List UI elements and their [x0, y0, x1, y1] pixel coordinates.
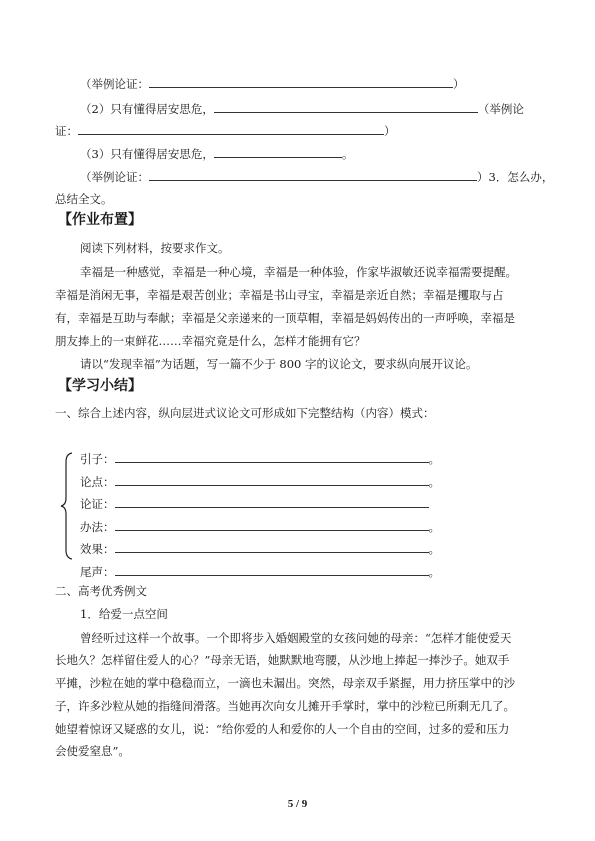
blank-field[interactable]	[214, 101, 478, 113]
structure-row	[80, 496, 429, 512]
structure-end: 。	[428, 475, 440, 489]
structure-label: 办法：	[80, 520, 115, 534]
structure-label: 效果：	[80, 542, 115, 556]
summary-line: 总结全文。	[55, 192, 113, 206]
structure-end: 。	[428, 452, 440, 466]
homework-prompt: 阅读下列材料，按要求作文。	[80, 241, 230, 255]
structure-row	[80, 564, 440, 580]
structure-label: 引子：	[80, 452, 115, 466]
example-title: 1．给爱一点空间	[80, 607, 168, 621]
homework-requirement: 请以“发现幸福”为话题，写一篇不少于 800 字的议论文，要求纵向展开议论。	[80, 357, 478, 371]
structure-label: 论点：	[80, 475, 115, 489]
structure-row	[80, 519, 440, 535]
fill-label: （2）只有懂得居安思危，	[80, 102, 214, 116]
blank-field[interactable]	[115, 564, 429, 576]
summary-item-2: 二、高考优秀例文	[55, 584, 147, 598]
blank-field[interactable]	[115, 519, 429, 531]
fill-label: （举例论证：	[80, 77, 149, 91]
example-line: 曾经听过这样一个故事。一个即将步入婚姻殿堂的女孩问她的母亲：“怎样才能使爱天	[80, 631, 512, 645]
fill-line-3	[55, 123, 396, 139]
fill-line-2	[80, 101, 524, 117]
structure-row	[80, 541, 440, 557]
fill-end: 。	[341, 147, 354, 161]
structure-row	[80, 474, 440, 490]
blank-field[interactable]	[78, 123, 384, 135]
curly-brace-icon	[60, 452, 74, 560]
fill-line-1	[80, 76, 465, 92]
structure-end: 。	[428, 520, 440, 534]
structure-row	[80, 451, 440, 467]
fill-label: 证：	[55, 124, 78, 138]
fill-close: ）	[384, 124, 396, 138]
fill-tail: （举例论	[477, 102, 524, 116]
example-line: 她望着惊讶又疑惑的女儿，说：“给你爱的人和爱你的人一个自由的空间，过多的爱和压力	[55, 722, 510, 736]
structure-end: 。	[428, 542, 440, 556]
example-line: 长地久？怎样留住爱人的心？”母亲无语，她默默地弯腰，从沙地上捧起一捧沙子。她双手	[55, 653, 510, 667]
section-heading-homework: 【作业布置】	[58, 212, 142, 228]
blank-field[interactable]	[115, 474, 429, 486]
fill-label: （3）只有懂得居安思危，	[80, 147, 214, 161]
example-line: 子，许多沙粒从她的指缝间滑落。当她再次向女儿摊开手掌时，掌中的沙粒已所剩无几了。	[55, 699, 515, 713]
blank-field[interactable]	[149, 76, 453, 88]
section-heading-summary: 【学习小结】	[58, 378, 142, 394]
blank-field[interactable]	[149, 169, 477, 181]
blank-field[interactable]	[115, 541, 429, 553]
fill-close: ）	[453, 77, 465, 91]
summary-item-1: 一、综合上述内容，纵向层进式议论文可形成如下完整结构（内容）模式：	[55, 406, 435, 420]
structure-label: 尾声：	[80, 565, 115, 579]
structure-end: 。	[428, 565, 440, 579]
fill-line-4	[80, 146, 353, 162]
page-number: 5 / 9	[287, 798, 308, 810]
fill-tail: ）3．怎么办，	[477, 170, 554, 184]
blank-field[interactable]	[115, 496, 429, 508]
fill-label: （举例论证：	[80, 170, 149, 184]
example-line: 平摊，沙粒在她的掌中稳稳而立，一滴也未漏出。突然，母亲双手紧握，用力挤压掌中的沙	[55, 676, 515, 690]
material-line: 幸福是一种感觉，幸福是一种心境，幸福是一种体验，作家毕淑敏还说幸福需要提醒。	[80, 265, 517, 279]
structure-label: 论证：	[80, 497, 115, 511]
material-line: 幸福是消闲无事，幸福是艰苦创业；幸福是书山寻宝，幸福是亲近自然；幸福是攫取与占	[55, 288, 504, 302]
fill-line-5	[80, 169, 553, 185]
material-line: 朋友捧上的一束鲜花……幸福究竟是什么，怎样才能拥有它？	[55, 334, 366, 348]
example-line: 会使爱窒息”。	[55, 744, 130, 758]
blank-field[interactable]	[214, 146, 342, 158]
material-line: 有，幸福是互助与奉献；幸福是父亲递来的一顶草帽，幸福是妈妈传出的一声呼唤，幸福是	[55, 311, 515, 325]
blank-field[interactable]	[115, 451, 429, 463]
